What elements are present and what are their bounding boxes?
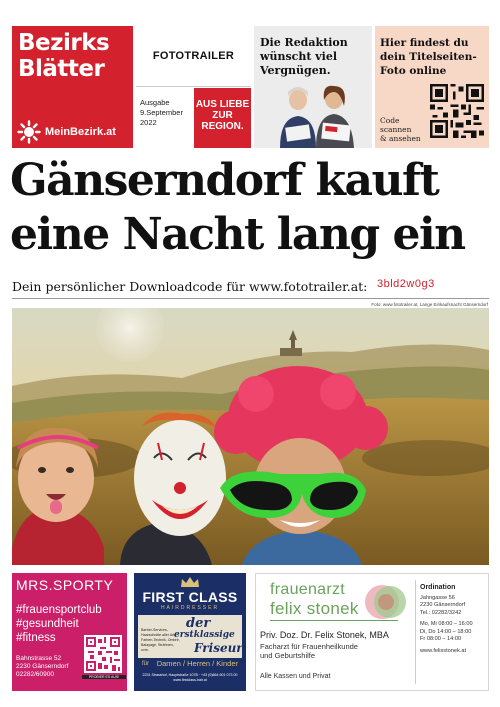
ad-first-class[interactable] xyxy=(134,573,246,691)
redaktion-box xyxy=(254,26,372,148)
cover-photo xyxy=(12,308,489,565)
divider xyxy=(270,620,398,621)
scan-hint: Code scannen & ansehen xyxy=(380,116,421,143)
download-code[interactable]: 3bld2w0g3 xyxy=(377,278,435,290)
ad-mrs-sporty[interactable] xyxy=(12,573,127,691)
editors-photo xyxy=(270,82,362,148)
ordination-info: Ordination Jahngasse 56 2230 Gänserndorf Tel.: 02282/3242 Mo, Mi 08:00 – 16:00 Di, Do 14:00 – 18:00 Fr 08:00 – 14:00 www.felixstonek.at xyxy=(420,584,488,655)
ordination-address: Jahngasse 56 2230 Gänserndorf Tel.: 02282/3242 xyxy=(420,594,466,616)
qr-code-graphic xyxy=(86,637,120,671)
slogan-word: Friseur xyxy=(194,641,243,655)
brand-web-label: MeinBezirk.at xyxy=(45,126,116,138)
slogan-word: erstklassige xyxy=(174,630,235,640)
ad-address: Bahnstrasse 52 2230 Gänserndorf 02282/60900 xyxy=(16,655,69,678)
ad-logo-line2: felix stonek xyxy=(270,599,359,618)
download-text: Dein persönlicher Downloadcode für www.fototrailer.at: xyxy=(12,279,368,294)
photo-credit: Foto: www.fototrailer.at, Lange Einkaufsnacht Gänserndorf xyxy=(371,302,488,307)
divider xyxy=(415,580,416,684)
insurance-note: Alle Kassen und Privat xyxy=(260,673,331,680)
crown-icon xyxy=(180,576,200,588)
ad-frauenarzt-stonek[interactable] xyxy=(255,573,489,691)
bezirksblaetter-logo[interactable] xyxy=(12,26,133,148)
ad-title: FIRST CLASS xyxy=(142,589,238,605)
ad-subtitle: HAIRDRESSER xyxy=(160,605,220,611)
online-text: Hier findest du dein Titelseiten- Foto online xyxy=(380,37,477,77)
sun-icon xyxy=(17,120,41,144)
masthead xyxy=(12,26,489,148)
ad-logo-line1: frauenarzt xyxy=(270,581,346,598)
service-list: Barber-Services, Haarschnitte aller Art, Farben-Technik, Ombré, Balayage, Strähnen, uvm. xyxy=(141,628,180,652)
doctor-name: Priv. Doz. Dr. Felix Stonek, MBA xyxy=(260,630,389,640)
qr-caption: PROBIER ES AUS! xyxy=(82,675,126,679)
redaktion-text: Die Redaktion wünscht viel Vergnügen. xyxy=(260,36,348,77)
slogan-word: der xyxy=(186,616,211,631)
meinbezirk-link[interactable] xyxy=(17,120,116,144)
ad-hashtags: #frauensportclub #gesundheit #fitness xyxy=(16,604,102,644)
qr-code-icon[interactable] xyxy=(430,84,484,138)
headline: Gänserndorf kauft eine Nacht lang ein xyxy=(10,155,465,260)
online-box xyxy=(375,26,489,148)
ad-contact: 2231 Strasshof, Hauptstraße 107B · +43 (0)664 601 073 00 www.firstclass-hair.at xyxy=(142,673,238,682)
cover-photo-illustration xyxy=(12,308,489,565)
ad-title: MRS.SPORTY xyxy=(16,577,114,593)
slogan-badge: AUS LIEBE ZUR REGION. xyxy=(194,88,251,148)
section-label: FOTOTRAILER xyxy=(136,26,251,87)
website-link[interactable]: www.felixstonek.at xyxy=(420,647,467,654)
divider xyxy=(12,298,489,299)
brand-name: Bezirks Blätter xyxy=(18,30,110,82)
opening-hours: Mo, Mi 08:00 – 16:00 Di, Do 14:00 – 18:00 Fr 08:00 – 14:00 xyxy=(420,621,473,642)
qr-code-icon[interactable] xyxy=(84,635,122,673)
issue-date: Ausgabe 9.September 2022 xyxy=(140,98,183,127)
circles-logo-icon xyxy=(354,582,412,622)
target-groups: für Damen / Herren / Kinder xyxy=(138,658,242,670)
doctor-specialty: Facharzt für Frauenheilkunde und Geburtshilfe xyxy=(260,642,358,660)
